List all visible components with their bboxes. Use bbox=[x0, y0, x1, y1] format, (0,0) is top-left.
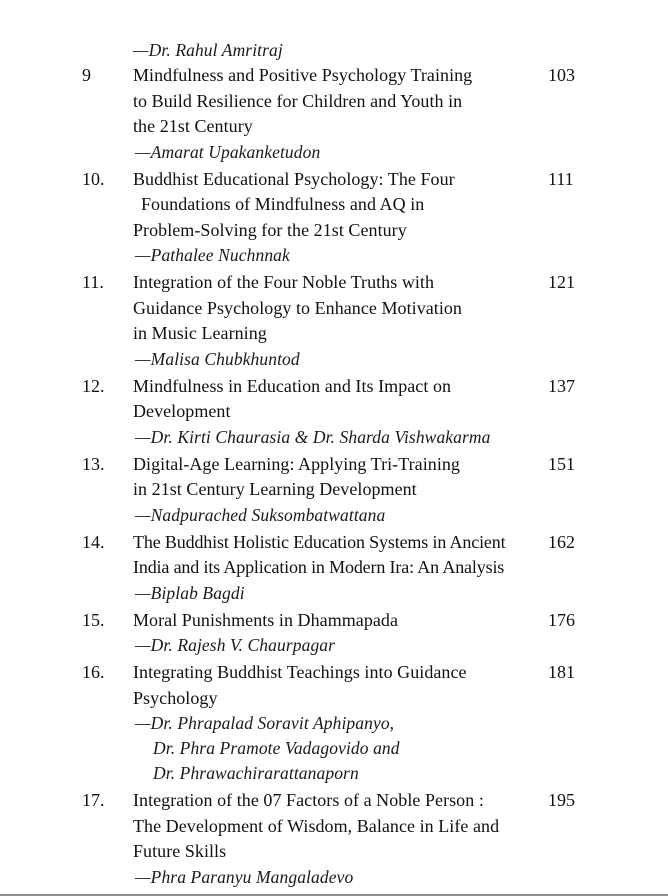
toc-title-line: Future Skills bbox=[133, 841, 227, 861]
toc-entry[interactable] bbox=[0, 374, 668, 452]
toc-entry-page-number[interactable]: 151 bbox=[548, 453, 575, 474]
toc-entry-number: 11. bbox=[82, 272, 104, 292]
toc-entry-page-number[interactable]: 176 bbox=[548, 609, 575, 630]
toc-entry-number: 17. bbox=[82, 790, 105, 810]
toc-entry-authors bbox=[0, 243, 668, 268]
toc-entry[interactable] bbox=[0, 452, 668, 530]
toc-title-line: Integration of the Four Noble Truths with bbox=[133, 272, 435, 292]
toc-title-line: The Development of Wisdom, Balance in Life and bbox=[133, 815, 500, 836]
toc-title-line: The Buddhist Holistic Education Systems in Ancient bbox=[133, 531, 506, 552]
toc-entry[interactable] bbox=[0, 270, 668, 374]
toc-entry[interactable] bbox=[0, 608, 668, 661]
toc-author-line: —Amarat Upakanketudon bbox=[135, 141, 321, 162]
toc-author-line: —Phra Paranyu Mangaladevo bbox=[135, 866, 354, 887]
toc-entry-page-number[interactable]: 121 bbox=[548, 272, 575, 292]
toc-title-line: Mindfulness and Positive Psychology Training bbox=[133, 65, 473, 85]
toc-title-line: Moral Punishments in Dhammapada bbox=[133, 609, 399, 630]
toc-title-line: Mindfulness in Education and Its Impact on bbox=[133, 375, 452, 396]
toc-title-line: in 21st Century Learning Development bbox=[133, 479, 417, 499]
toc-title-line: Digital-Age Learning: Applying Tri-Training bbox=[133, 453, 460, 474]
toc-title-line: Guidance Psychology to Enhance Motivation bbox=[133, 297, 462, 318]
toc-entry-authors bbox=[0, 347, 668, 372]
toc-author-line: —Dr. Kirti Chaurasia & Dr. Sharda Vishwakarma bbox=[135, 426, 491, 447]
toc-entry-authors bbox=[0, 581, 668, 606]
toc-entry[interactable] bbox=[0, 167, 668, 271]
toc-entry-head bbox=[0, 660, 668, 711]
toc-entry-head bbox=[0, 530, 668, 581]
entry-spacer bbox=[0, 890, 668, 892]
toc-entry-page-number[interactable]: 103 bbox=[548, 65, 575, 85]
toc-entry-head bbox=[0, 374, 668, 425]
toc-title-line: Foundations of Mindfulness and AQ in bbox=[141, 194, 425, 214]
toc-author-line: —Dr. Rajesh V. Chaurpagar bbox=[135, 635, 336, 655]
toc-entry-head bbox=[0, 270, 668, 347]
toc-author-line: —Malisa Chubkhuntod bbox=[135, 348, 300, 369]
toc-title-line: Problem-Solving for the 21st Century bbox=[133, 219, 407, 240]
toc-entry-page-number[interactable]: 111 bbox=[548, 168, 574, 189]
toc-entry-authors bbox=[0, 711, 668, 786]
toc-entry-page-number[interactable]: 162 bbox=[548, 531, 575, 552]
toc-entry-authors bbox=[0, 140, 668, 165]
toc-author-line: —Pathalee Nuchnnak bbox=[135, 245, 290, 265]
toc-entry-authors bbox=[0, 865, 668, 890]
toc-entry[interactable] bbox=[0, 530, 668, 608]
toc-entry-authors bbox=[0, 425, 668, 450]
orphan-author-line: —Dr. Rahul Amritraj bbox=[133, 40, 283, 60]
toc-author-line: —Dr. Phrapalad Soravit Aphipanyo, bbox=[135, 713, 395, 733]
toc-entry-number: 12. bbox=[82, 375, 105, 396]
toc-title-line: Psychology bbox=[133, 687, 218, 708]
toc-author-line: Dr. Phra Pramote Vadagovido and bbox=[153, 738, 400, 758]
toc-entry[interactable] bbox=[0, 63, 668, 167]
toc-entry-head bbox=[0, 608, 668, 634]
toc-entry-head bbox=[0, 167, 668, 244]
toc-title-line: Integration of the 07 Factors of a Noble Person : bbox=[133, 790, 484, 810]
toc-title-line: India and its Application in Modern Ira: An Analysis bbox=[133, 557, 505, 577]
toc-entry-number: 9 bbox=[82, 65, 91, 85]
toc-title-line: Development bbox=[133, 401, 231, 421]
toc-entry-head bbox=[0, 452, 668, 503]
toc-entry-number: 10. bbox=[82, 168, 105, 189]
toc-entry-head bbox=[0, 63, 668, 140]
toc-author-line: Dr. Phrawachirarattanaporn bbox=[153, 763, 359, 783]
toc-entry[interactable] bbox=[0, 660, 668, 788]
toc-entry-page-number[interactable]: 195 bbox=[548, 790, 575, 810]
toc-entry-number: 13. bbox=[82, 453, 105, 474]
toc-entry-list bbox=[0, 63, 668, 892]
toc-title-line: the 21st Century bbox=[133, 116, 253, 136]
toc-title-line: to Build Resilience for Children and Youth in bbox=[133, 90, 463, 111]
toc-entry[interactable] bbox=[0, 788, 668, 892]
toc-author-line: —Nadpurached Suksombatwattana bbox=[135, 504, 386, 525]
toc-title-line: Integrating Buddhist Teachings into Guidance bbox=[133, 662, 467, 682]
table-of-contents bbox=[0, 38, 668, 892]
toc-entry-head bbox=[0, 788, 668, 865]
toc-entry-authors bbox=[0, 633, 668, 658]
toc-entry-number: 14. bbox=[82, 531, 105, 552]
toc-title-line: Buddhist Educational Psychology: The Four bbox=[133, 168, 455, 189]
toc-author-line: —Biplab Bagdi bbox=[135, 582, 245, 603]
toc-entry-authors bbox=[0, 503, 668, 528]
toc-entry-page-number[interactable]: 137 bbox=[548, 375, 575, 396]
toc-title-line: in Music Learning bbox=[133, 323, 267, 343]
toc-entry-number: 15. bbox=[82, 609, 105, 630]
toc-entry-page-number[interactable]: 181 bbox=[548, 662, 575, 682]
toc-entry-number: 16. bbox=[82, 662, 105, 682]
